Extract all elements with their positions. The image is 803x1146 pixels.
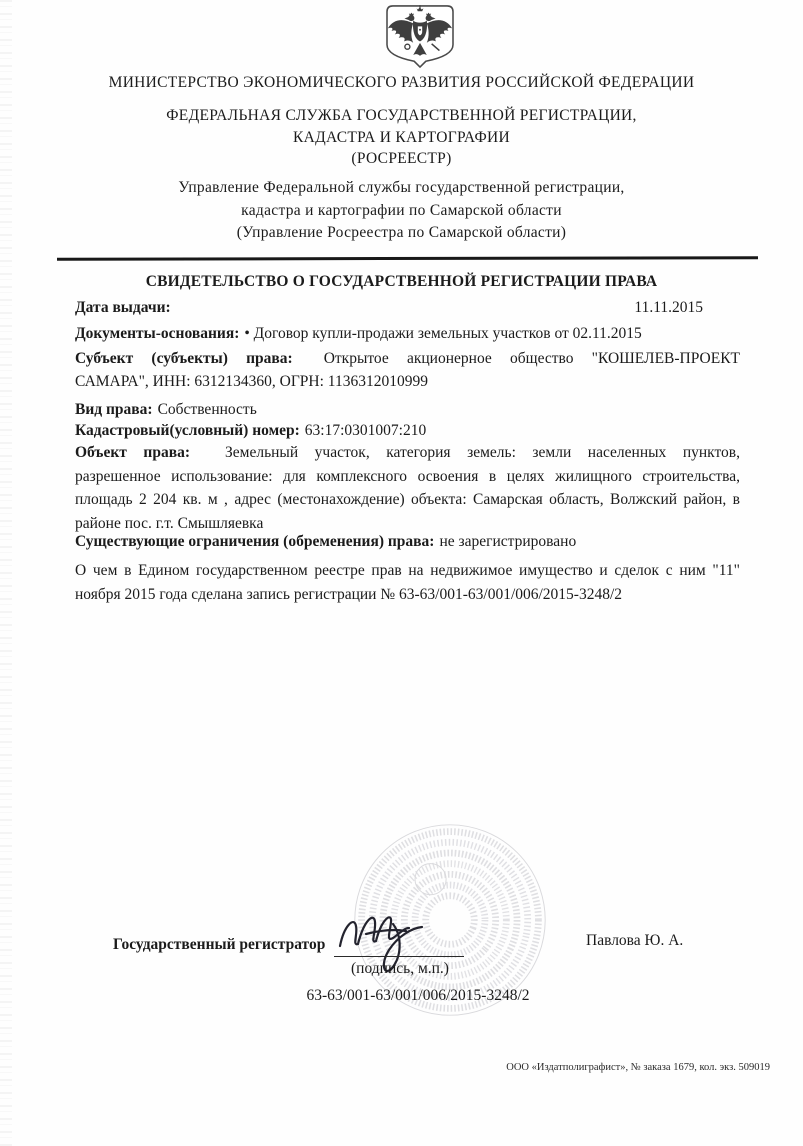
header-office-line-2: кадастра и картографии по Самарской области [241, 202, 562, 219]
signature-line [334, 956, 464, 957]
cadastral-number-value: 63:17:0301007:210 [304, 422, 427, 439]
subject-label: Субъект (субъекты) права: [75, 350, 293, 367]
subject-value: Открытое акционерное общество "КОШЕЛЕВ-ПРОЕКТ САМАРА", ИНН: 6312134360, ОГРН: 1136312010999 [75, 350, 741, 390]
document-title: СВИДЕТЕЛЬСТВО О ГОСУДАРСТВЕННОЙ РЕГИСТРАЦИИ ПРАВА [145, 273, 658, 290]
restrictions-value: не зарегистрировано [439, 533, 577, 550]
header-office-line-3: (Управление Росреестра по Самарской области) [236, 224, 567, 241]
registrar-name: Павлова Ю. А. [586, 932, 684, 949]
restrictions-row [75, 533, 740, 551]
right-type-value: Собственность [157, 401, 257, 418]
issue-date-value: 11.11.2015 [634, 299, 703, 316]
basis-value: • Договор купли-продажи земельных участков от 02.11.2015 [244, 325, 642, 342]
scan-edge-noise [0, 0, 12, 1146]
registrar-label: Государственный регистратор [113, 936, 326, 953]
registration-number: 63-63/001-63/001/006/2015-3248/2 [306, 987, 530, 1004]
issue-date-label: Дата выдачи: [75, 299, 171, 316]
registration-record-paragraph: О чем в Едином государственном реестре прав на недвижимое имущество и сделок с ним "11" ноября 2015 года сделана запись регистрации № 63-63/001-63/001/006/2015-3248/2 [75, 562, 740, 603]
object-paragraph [75, 441, 740, 535]
object-label: Объект права: [75, 444, 190, 461]
cadastral-number-label: Кадастровый(условный) номер: [75, 422, 300, 439]
header-office-line-1: Управление Федеральной службы государственной регистрации, [178, 179, 625, 196]
subject-paragraph [75, 347, 740, 393]
header-service-line-1: ФЕДЕРАЛЬНАЯ СЛУЖБА ГОСУДАРСТВЕННОЙ РЕГИСТРАЦИИ, [166, 107, 637, 124]
object-value: Земельный участок, категория земель: земли населенных пунктов, разрешенное использование: для комплексного освоения в целях жилищного строительства, площадь 2 204 кв. м , адрес (местонахождение) объекта: Самарская область, Волжский район, в районе пос. г.т. Смышляевка [75, 444, 740, 532]
header-divider-rule [57, 256, 758, 260]
right-type-label: Вид права: [75, 401, 153, 418]
restrictions-label: Существующие ограничения (обременения) права: [75, 533, 435, 550]
basis-label: Документы-основания: [75, 325, 240, 342]
header-service-line-2: КАДАСТРА И КАРТОГРАФИИ [293, 129, 510, 146]
right-type-row [75, 401, 740, 419]
printing-house-info: ООО «Издатполиграфист», № заказа 1679, кол. экз. 509019 [506, 1062, 770, 1073]
header-ministry: МИНИСТЕРСТВО ЭКОНОМИЧЕСКОГО РАЗВИТИЯ РОССИЙСКОЙ ФЕДЕРАЦИИ [108, 74, 695, 91]
russian-coat-of-arms-icon [381, 4, 459, 70]
header-service-line-3: (РОСРЕЕСТР) [351, 150, 452, 167]
signature-caption: (подпись, м.п.) [351, 960, 449, 977]
issue-date-row [75, 299, 740, 317]
basis-row [75, 325, 740, 343]
cadastral-number-row [75, 422, 740, 440]
